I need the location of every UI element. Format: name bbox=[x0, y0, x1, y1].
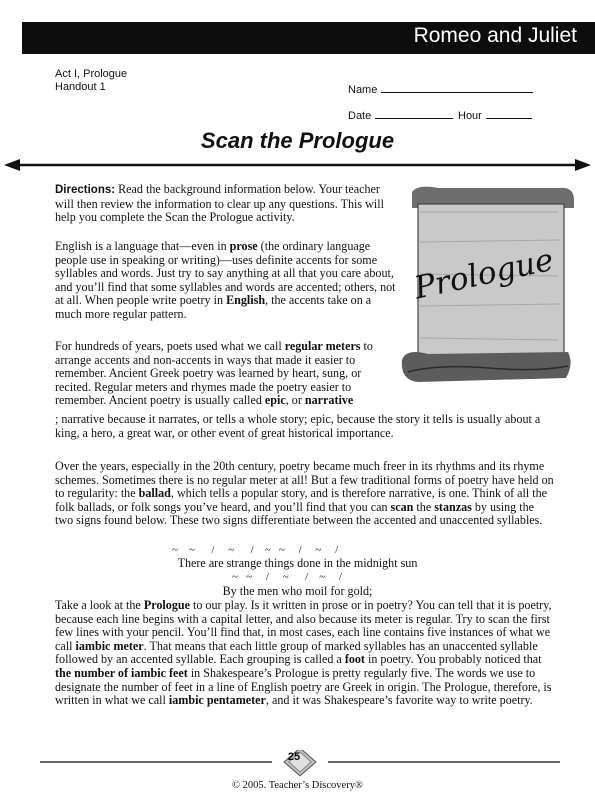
page-title: Scan the Prologue bbox=[200, 128, 395, 153]
date-line[interactable] bbox=[375, 108, 453, 119]
p1-text-e: , the accents take on a much more regular pattern. bbox=[55, 293, 372, 321]
term-regular-meters: regular meters bbox=[284, 339, 361, 353]
arrow-divider bbox=[0, 155, 595, 175]
scroll-word: Prologue bbox=[411, 241, 557, 307]
directions-label: Directions: bbox=[55, 184, 116, 196]
term-foot: foot bbox=[344, 652, 365, 667]
handout-meta bbox=[55, 68, 127, 94]
term-epic: epic bbox=[264, 393, 286, 408]
term-stanzas: stanzas bbox=[434, 499, 472, 514]
term-number-of-iambic-feet: the number of iambic feet bbox=[55, 665, 188, 680]
scansion-marks-1: ~ ~ / ~ / ~ ~ / ~ / bbox=[172, 544, 339, 556]
paragraph-2-bottom bbox=[55, 413, 555, 440]
paragraph-2-top bbox=[55, 340, 399, 408]
p2-text-c: to arrange accents and non-accents in ways that made it easier to remember. Ancient Greek poetry was learned by heart, sung, or recited. Regular meters and rhymes made the poetry easier to remember. Ancient poetry is usually called bbox=[55, 339, 373, 408]
p3-text-a: Over the years, especially in the 20th century, poetry became much freer in its rhythms and its rhyme schemes. Sometimes there is no regular meter at all! But a few traditional forms of poetry have held on to regularity: the bbox=[55, 459, 554, 501]
p4-text-c: to our play. Is it written in prose or in poetry? You can tell that it is poetry, because each line begins with a capital letter, and also because its meter is regular. Try to scan the first few lines with your pencil. You’ll find that, in most cases, each line contains five instances of what we call bbox=[55, 598, 552, 653]
paragraph-3 bbox=[55, 460, 555, 528]
paragraph-1 bbox=[55, 240, 397, 322]
paragraph-4 bbox=[55, 599, 555, 708]
act-label: Act I, Prologue bbox=[55, 68, 128, 80]
hour-field[interactable] bbox=[458, 108, 532, 122]
name-field[interactable] bbox=[348, 82, 533, 96]
term-prose: prose bbox=[229, 239, 258, 253]
hour-label: Hour bbox=[458, 110, 482, 122]
copyright: © 2005. Teacher’s Discovery® bbox=[232, 780, 363, 791]
hour-line[interactable] bbox=[486, 108, 532, 119]
p4-text-e: . That means that each little group of marked syllables has an unaccented syllable followed by an accented syllable. Each grouping is called a bbox=[55, 638, 538, 667]
handout-label: Handout 1 bbox=[55, 81, 106, 93]
title-banner bbox=[22, 22, 595, 54]
example-line-2: By the men who moil for gold; bbox=[222, 584, 373, 598]
banner-title: Romeo and Juliet bbox=[413, 24, 577, 47]
page-number: 25 bbox=[287, 751, 301, 763]
term-iambic-pentameter: iambic pentameter bbox=[168, 693, 266, 708]
p4-text-a: Take a look at the bbox=[55, 598, 144, 612]
term-iambic-meter: iambic meter bbox=[75, 638, 144, 653]
p4-text-g: in poetry. You probably noticed that bbox=[364, 652, 542, 667]
p3-text-c: , which tells a popular story, and is therefore narrative, is one. Think of all the folk ballads, or folk songs you’ve heard, and you’ll find that you can bbox=[55, 486, 548, 514]
p4-text-k: , and it was Shakespeare’s favorite way to write poetry. bbox=[265, 693, 533, 708]
name-label: Name bbox=[348, 84, 378, 96]
p3-text-g: by using the two signs found below. These two signs differentiate between the accented and unaccented syllables. bbox=[55, 499, 543, 528]
term-narrative: narrative bbox=[304, 393, 354, 408]
term-ballad: ballad bbox=[138, 486, 171, 501]
p1-text-c: (the ordinary language people use in speaking or writing)—uses definite accents for some syllables and words. Just try to say anything at all that you care about, and you’ll find that some syllables and words are accented; others, not at all. When people write poetry in bbox=[55, 239, 396, 308]
p2-text-a: For hundreds of years, poets used what we call bbox=[55, 339, 285, 353]
date-field[interactable] bbox=[348, 108, 453, 122]
term-prologue: Prologue bbox=[143, 598, 190, 612]
directions-block bbox=[55, 183, 391, 225]
p2-text-e: , or bbox=[285, 393, 305, 408]
term-english: English bbox=[226, 293, 266, 308]
prologue-scroll-image bbox=[398, 182, 576, 392]
date-label: Date bbox=[348, 110, 372, 122]
example-line-1: There are strange things done in the midnight sun bbox=[177, 556, 418, 570]
name-line[interactable] bbox=[381, 82, 533, 93]
p2-text-g: ; narrative because it narrates, or tells a whole story; epic, because the story it tells is usually about a king, a hero, a great war, or other event of great historical importance. bbox=[55, 412, 541, 440]
scansion-marks-2: ~ ~ / ~ / ~ / bbox=[232, 571, 342, 583]
p3-text-e: the bbox=[413, 499, 435, 514]
p4-text-i: in Shakespeare’s Prologue is pretty regularly five. The words we use to designate the number of feet in a line of English poetry are Greek in origin. The Prologue, therefore, is written in what we call bbox=[55, 665, 552, 708]
p1-text-a: English is a language that—even in bbox=[55, 239, 230, 253]
directions-text: Read the background information below. Your teacher will then review the information to clear up any questions. This will help you complete the Scan the Prologue activity. bbox=[55, 182, 384, 225]
term-scan: scan bbox=[390, 499, 414, 514]
